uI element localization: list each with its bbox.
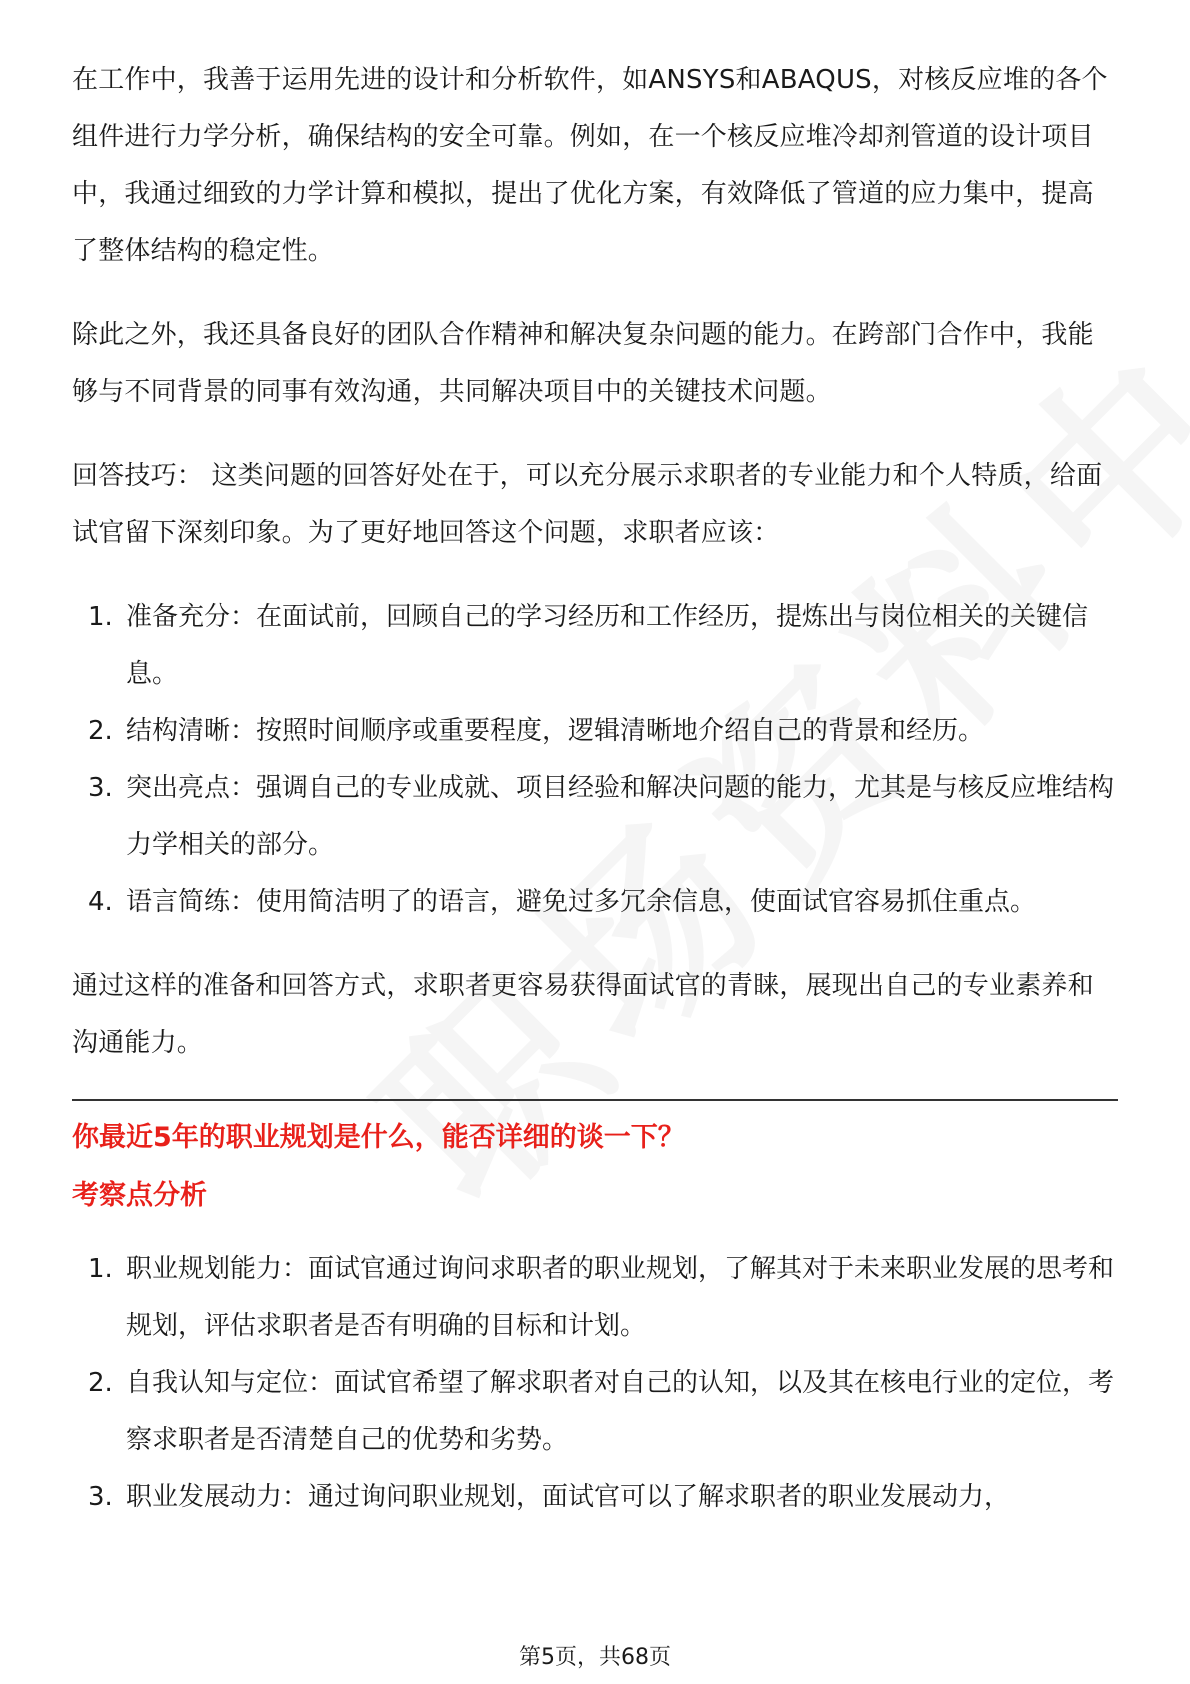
list-item <box>72 589 1118 703</box>
list-text: 自我认知与定位：面试官希望了解求职者对自己的认知，以及其在核电行业的定位，考察求职者是否清楚自己的优势和劣势。 <box>126 1368 1115 1455</box>
list-item <box>72 1469 1118 1526</box>
list-text: 职业发展动力：通过询问职业规划，面试官可以了解求职者的职业发展动力， <box>126 1482 1011 1512</box>
page-footer: 第5页，共68页 <box>519 1645 671 1670</box>
paragraph-conclusion: 通过这样的准备和回答方式，求职者更容易获得面试官的青睐，展现出自己的专业素养和沟通能力。 <box>72 971 1094 1058</box>
list-item <box>72 1355 1118 1469</box>
analysis-heading: 考察点分析 <box>72 1180 207 1211</box>
list-text: 语言简练：使用简洁明了的语言，避免过多冗余信息，使面试官容易抓住重点。 <box>126 887 1037 917</box>
list-number: 1. <box>88 602 113 632</box>
list-number: 3. <box>88 773 113 803</box>
list-text: 职业规划能力：面试官通过询问求职者的职业规划，了解其对于未来职业发展的思考和规划，评估求职者是否有明确的目标和计划。 <box>126 1254 1115 1341</box>
list-text: 结构清晰：按照时间顺序或重要程度，逻辑清晰地介绍自己的背景和经历。 <box>126 716 985 746</box>
question-title: 你最近5年的职业规划是什么，能否详细的谈一下？ <box>72 1122 685 1153</box>
list-item <box>72 1241 1118 1355</box>
list-item <box>72 703 1118 760</box>
document-body <box>72 52 1118 1553</box>
list-text: 准备充分：在面试前，回顾自己的学习经历和工作经历，提炼出与岗位相关的关键信息。 <box>126 602 1089 689</box>
list-number: 2. <box>88 716 113 746</box>
list-number: 3. <box>88 1482 113 1512</box>
list-number: 4. <box>88 887 113 917</box>
section-divider <box>72 1099 1118 1101</box>
tips-list <box>72 589 1118 931</box>
analysis-points-list <box>72 1241 1118 1526</box>
list-text: 突出亮点：强调自己的专业成就、项目经验和解决问题的能力，尤其是与核反应堆结构力学相关的部分。 <box>126 773 1115 860</box>
list-item <box>72 760 1118 874</box>
paragraph-work-experience: 在工作中，我善于运用先进的设计和分析软件，如ANSYS和ABAQUS，对核反应堆的各个组件进行力学分析，确保结构的安全可靠。例如，在一个核反应堆冷却剂管道的设计项目中，我通过细致的力学计算和模拟，提出了优化方案，有效降低了管道的应力集中，提高了整体结构的稳定性。 <box>72 65 1108 266</box>
list-number: 2. <box>88 1368 113 1398</box>
paragraph-teamwork: 除此之外，我还具备良好的团队合作精神和解决复杂问题的能力。在跨部门合作中，我能够与不同背景的同事有效沟通，共同解决项目中的关键技术问题。 <box>72 320 1094 407</box>
list-number: 1. <box>88 1254 113 1284</box>
paragraph-answer-tips: 回答技巧： 这类问题的回答好处在于，可以充分展示求职者的专业能力和个人特质，给面试官留下深刻印象。为了更好地回答这个问题，求职者应该： <box>72 461 1103 548</box>
list-item <box>72 874 1118 931</box>
